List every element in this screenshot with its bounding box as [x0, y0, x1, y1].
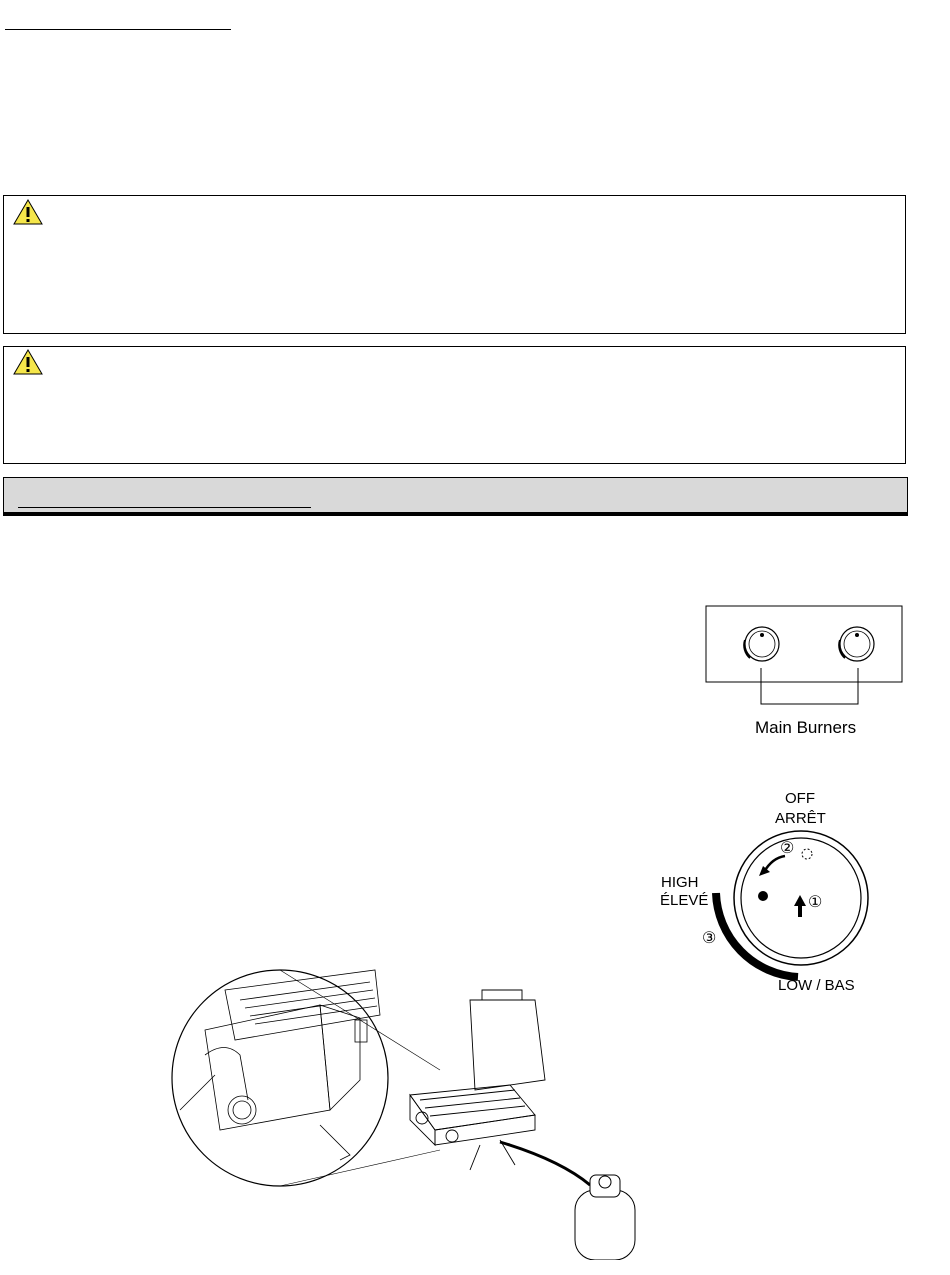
warning-box-2: [3, 346, 906, 464]
propane-tank-icon: [575, 1175, 635, 1260]
left-burner-knob-icon: [744, 627, 779, 661]
warning-triangle-icon: [13, 349, 43, 375]
control-panel-figure: [700, 600, 910, 745]
warning-triangle-icon: [13, 199, 43, 225]
main-burners-caption: Main Burners: [755, 718, 857, 737]
step-2-marker: ②: [780, 840, 795, 857]
label-off: OFF: [785, 790, 815, 807]
section-heading-underline: [18, 507, 311, 508]
label-arret: ARRÊT: [775, 810, 826, 827]
heading-underline: [5, 29, 231, 30]
right-burner-knob-icon: [839, 627, 874, 661]
label-high: HIGH: [661, 874, 699, 891]
step-3-marker: ③: [702, 930, 717, 947]
grill-illustration: [170, 960, 650, 1260]
warning-box-1: [3, 195, 906, 334]
label-eleve: ÉLEVÉ: [660, 892, 709, 909]
grill-drawing: [170, 960, 650, 1260]
label-low-bas: LOW / BAS: [778, 977, 855, 994]
knob-diagram: [640, 780, 880, 995]
step-1-marker: ①: [808, 894, 823, 911]
section-heading-bar: [3, 477, 908, 516]
